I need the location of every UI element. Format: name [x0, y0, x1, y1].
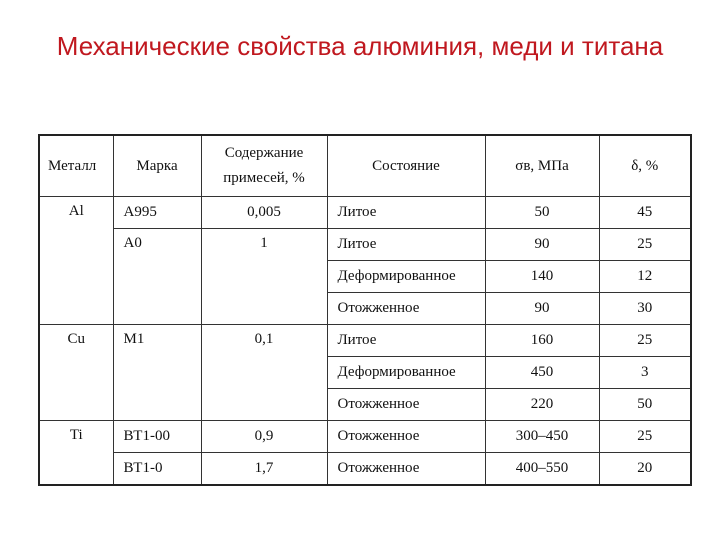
slide-title: Механические свойства алюминия, меди и титана: [56, 31, 664, 61]
grade-cell: А995: [113, 197, 201, 229]
delta-cell: 20: [599, 453, 691, 486]
sigma-cell: 400–550: [485, 453, 599, 486]
metal-cell-ti: Ti: [39, 421, 113, 486]
state-cell: Деформированное: [327, 261, 485, 293]
sigma-cell: 220: [485, 389, 599, 421]
impurities-cell: 1: [201, 229, 327, 325]
header-grade: Марка: [113, 135, 201, 197]
impurities-cell: 0,1: [201, 325, 327, 421]
delta-cell: 25: [599, 421, 691, 453]
delta-cell: 45: [599, 197, 691, 229]
state-cell: Деформированное: [327, 357, 485, 389]
grade-cell: ВТ1-00: [113, 421, 201, 453]
grade-cell: А0: [113, 229, 201, 325]
state-cell: Литое: [327, 197, 485, 229]
table-header-row: [39, 135, 691, 197]
state-cell: Литое: [327, 229, 485, 261]
delta-cell: 30: [599, 293, 691, 325]
sigma-cell: 50: [485, 197, 599, 229]
table-row: [39, 453, 691, 486]
delta-cell: 3: [599, 357, 691, 389]
metal-cell-al: Al: [39, 197, 113, 325]
sigma-cell: 90: [485, 229, 599, 261]
state-cell: Отожженное: [327, 453, 485, 486]
sigma-cell: 90: [485, 293, 599, 325]
header-metal: Металл: [39, 135, 113, 197]
properties-table: [38, 134, 692, 486]
sigma-cell: 300–450: [485, 421, 599, 453]
delta-cell: 25: [599, 229, 691, 261]
state-cell: Литое: [327, 325, 485, 357]
sigma-cell: 160: [485, 325, 599, 357]
grade-cell: М1: [113, 325, 201, 421]
table-row: [39, 325, 691, 357]
state-cell: Отожженное: [327, 293, 485, 325]
header-state: Состояние: [327, 135, 485, 197]
delta-cell: 12: [599, 261, 691, 293]
sigma-cell: 450: [485, 357, 599, 389]
metal-cell-cu: Cu: [39, 325, 113, 421]
grade-cell: ВТ1-0: [113, 453, 201, 486]
table-row: [39, 229, 691, 261]
impurities-cell: 0,005: [201, 197, 327, 229]
state-cell: Отожженное: [327, 421, 485, 453]
impurities-cell: 1,7: [201, 453, 327, 486]
table-row: [39, 421, 691, 453]
state-cell: Отожженное: [327, 389, 485, 421]
table-row: [39, 197, 691, 229]
header-delta: δ, %: [599, 135, 691, 197]
impurities-cell: 0,9: [201, 421, 327, 453]
delta-cell: 50: [599, 389, 691, 421]
header-impurities: Содержание примесей, %: [201, 135, 327, 197]
sigma-cell: 140: [485, 261, 599, 293]
header-sigma: σв, МПа: [485, 135, 599, 197]
delta-cell: 25: [599, 325, 691, 357]
